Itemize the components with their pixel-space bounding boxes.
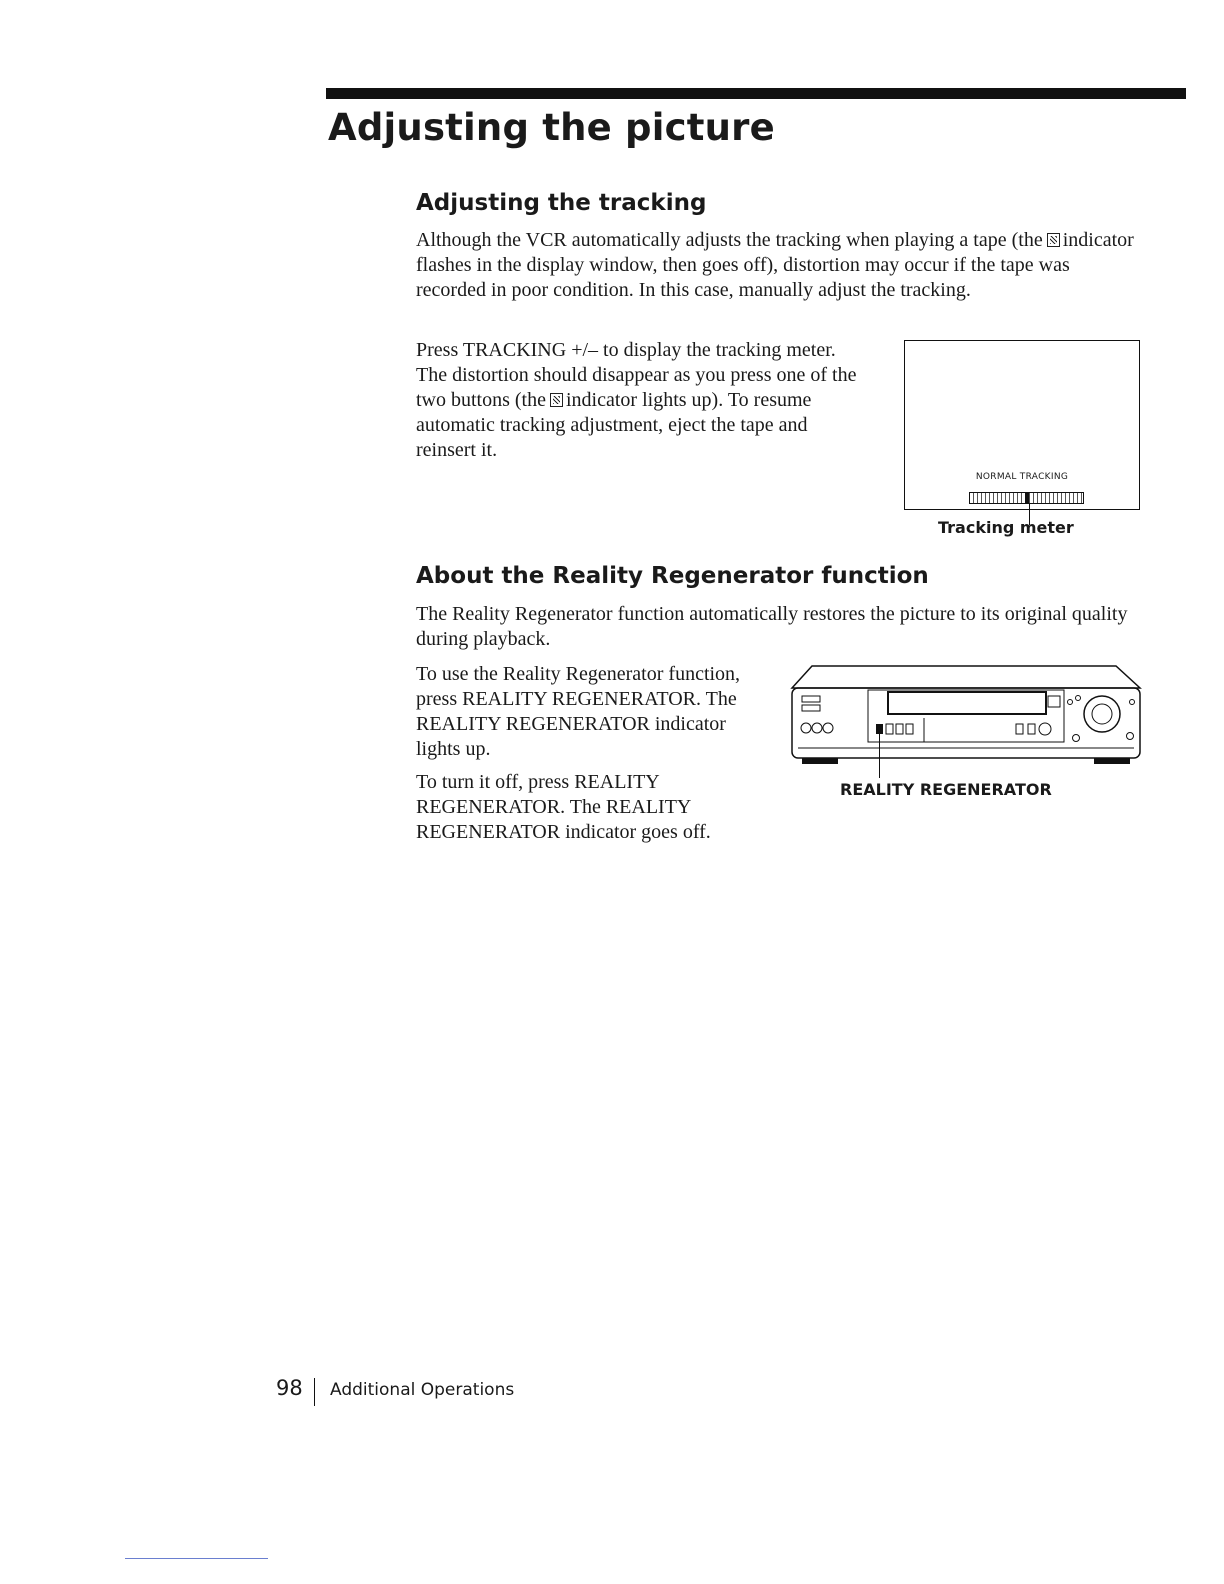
vcr-button <box>906 724 913 734</box>
regenerator-intro: The Reality Regenerator function automatically restores the picture to its original quality during playback. <box>416 603 1128 650</box>
tracking-indicator-icon <box>550 393 563 407</box>
meter-caption: NORMAL TRACKING <box>975 472 1069 482</box>
vcr-led <box>1130 700 1135 705</box>
vcr-top-panel <box>792 666 1140 688</box>
vcr-knob <box>1039 723 1051 735</box>
vcr-jog-dial-center <box>1092 704 1112 724</box>
tracking-heading: Adjusting the tracking <box>416 190 707 216</box>
tracking-instructions: Press TRACKING +/– to display the tracking meter. The distortion should disappear as you press one of the two buttons (the indicator lights up). To resume automatic tracking adjustment, eject the tape and reinsert it. <box>416 339 857 461</box>
vcr-led <box>1073 735 1080 742</box>
vcr-button <box>886 724 893 734</box>
tracking-meter-label: Tracking meter <box>938 518 1074 537</box>
vcr-button <box>1016 724 1023 734</box>
tracking-indicator-icon <box>1047 233 1060 247</box>
vcr-jog-dial <box>1084 696 1120 732</box>
tracking-intro: Although the VCR automatically adjusts the tracking when playing a tape (the indicator flashes in the display window, then goes off), distortion may occur if the tape was recorded in poor condition. In this case, manually adjust the tracking. <box>416 229 1134 301</box>
regenerator-leader <box>879 730 880 778</box>
regenerator-use-text: To use the Reality Regenerator function, press REALITY REGENERATOR. The REALITY REGENERATOR indicator lights up. <box>416 663 741 760</box>
page-title: Adjusting the picture <box>328 106 775 149</box>
regenerator-heading: About the Reality Regenerator function <box>416 563 929 589</box>
vcr-cassette-slot <box>888 692 1046 714</box>
vcr-illustration <box>788 662 1144 774</box>
vcr-jack-left <box>812 723 822 733</box>
vcr-led <box>1068 700 1073 705</box>
regenerator-label: REALITY REGENERATOR <box>840 780 1052 799</box>
regenerator-off-text: To turn it off, press REALITY REGENERATOR. The REALITY REGENERATOR indicator goes off. <box>416 771 711 843</box>
title-rule <box>326 88 1186 99</box>
vcr-led <box>1127 733 1134 740</box>
edge-mark <box>125 1558 268 1559</box>
vcr-button <box>1028 724 1035 734</box>
tv-screen-figure <box>904 340 1140 510</box>
footer-divider <box>314 1378 315 1406</box>
vcr-led <box>1076 696 1081 701</box>
tracking-meter-marker <box>1025 493 1029 503</box>
vcr-jack-right <box>823 723 833 733</box>
vcr-foot-left <box>802 758 838 764</box>
section-name: Additional Operations <box>330 1380 515 1400</box>
vcr-display-indicator <box>1048 696 1060 707</box>
vcr-jack-video <box>801 723 811 733</box>
vcr-button <box>896 724 903 734</box>
vcr-button <box>802 705 820 711</box>
vcr-foot-right <box>1094 758 1130 764</box>
tracking-meter-bar <box>969 492 1084 504</box>
page-number: 98 <box>276 1376 303 1400</box>
vcr-power-button <box>802 696 820 702</box>
